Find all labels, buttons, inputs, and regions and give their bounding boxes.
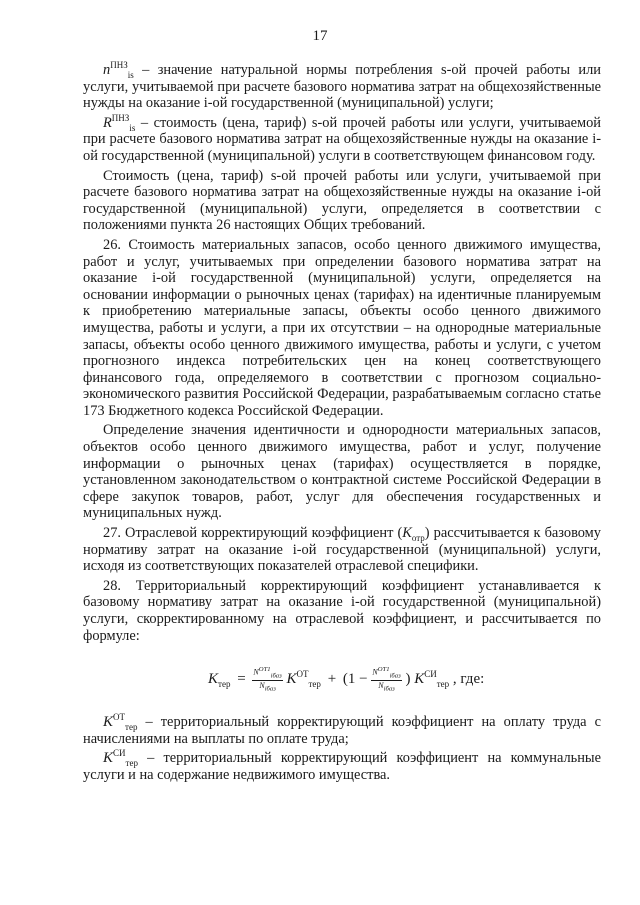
fraction-1-denominator xyxy=(252,681,282,694)
formula-k-si-sub: тер xyxy=(436,679,450,690)
formula-lhs xyxy=(208,671,231,690)
k-ot-symbol xyxy=(103,712,138,733)
k-otr-sub: отр xyxy=(411,532,425,543)
formula-k-ot xyxy=(286,669,321,690)
formula-lhs-base: K xyxy=(208,671,219,688)
n-symbol xyxy=(103,62,134,78)
fraction-2-numerator xyxy=(371,665,401,681)
k-si-sub: тер xyxy=(125,758,138,769)
paragraph-k-ot-definition xyxy=(83,714,601,747)
n-symbol-sub: is xyxy=(127,69,134,80)
n-definition-text: – значение натуральной нормы потребления s-ой прочей работы или услуги, учитываемой при расчете базового норматива затрат на общехозяйственные нужды на оказание i-ой государственной (муниципальной) услуги; xyxy=(83,62,601,112)
formula-fraction-2 xyxy=(371,665,401,694)
fraction-2-denominator xyxy=(371,681,401,694)
formula-plus: + xyxy=(327,671,337,688)
paragraph-26: 26. Стоимость материальных запасов, особо ценного движимого имущества, работ и услуг, учитываемых при определении базового норматива затрат на оказание i-ой государственной (муниципальной) услуги, определяется на основании информации о рыночных ценах (тарифах) на идентичные планируемым к приобретению материальные запасы, объекты особо ценного движимого имущества, работы и услуги, а при их отсутствии – на однородные материальные запасы, объекты особо ценного движимого имущества, работы и услуги, с учетом прогнозного индекса потребительских цен на конец соответствующего финансового года, определяемого в соответствии с прогнозом социально-экономического развития Российской Федерации, разрабатываемым согласно статье 173 Бюджетного кодекса Российской Федерации. xyxy=(83,236,601,419)
p27-text-after: ) рассчитывается к базовому нормативу затрат на оказание i-ой государственной (муниципальной) услуги, исходя из соответствующих показателей отраслевой специфики. xyxy=(83,525,601,575)
formula-k-si-sup: СИ xyxy=(424,669,437,680)
formula-k-ot-base: K xyxy=(286,671,297,688)
formula-k-ot-sub: тер xyxy=(308,679,321,690)
paragraph-28: 28. Территориальный корректирующий коэффициент устанавливается к базовому нормативу затрат на оказание i-ой государственной (муниципальной) услуги, скорректированному на отраслевой коэффициент, и рассчитывается по формуле: xyxy=(83,577,601,644)
formula-k-si-base: K xyxy=(414,671,425,688)
document-body xyxy=(83,62,601,787)
fraction-2-num-base: N xyxy=(372,667,378,677)
paragraph-k-si-definition xyxy=(83,750,601,783)
formula-equals: = xyxy=(237,671,246,688)
k-ot-sup: ОТ xyxy=(113,712,126,723)
formula-expression xyxy=(208,665,484,694)
r-symbol-sup: ПНЗ xyxy=(111,112,130,123)
k-ot-base: K xyxy=(103,714,114,731)
k-si-definition-text: – территориальный корректирующий коэффициент на коммунальные услуги и на содержание недвижимого имущества. xyxy=(83,750,601,783)
r-symbol xyxy=(103,112,136,133)
formula-paren-close: ) xyxy=(405,671,411,688)
formula-paren-open: (1 − xyxy=(342,671,368,688)
fraction-1-den-base: N xyxy=(259,681,265,691)
fraction-2-den-sub: iбаз xyxy=(383,686,395,694)
fraction-1-num-base: N xyxy=(253,667,259,677)
k-otr-symbol xyxy=(402,525,425,541)
r-definition-text: – стоимость (цена, тариф) s-ой прочей работы или услуги, учитываемой при расчете базового норматива затрат на общехозяйственные нужды на оказание i-ой государственной (муниципальной) услуги в соответствующем финансовом году. xyxy=(83,114,601,164)
r-symbol-base: R xyxy=(103,114,112,131)
k-ot-sub: тер xyxy=(125,722,138,733)
paragraph-identity-definition: Определение значения идентичности и однородности материальных запасов, объектов особо ценного движимого имущества, работ и услуг, получение информации о рыночных ценах (тарифах) осуществляется в порядке, установленном законодательством о контрактной системе Российской Федерации в сфере закупок товаров, работ, услуг для обеспечения государственных и муниципальных нужд. xyxy=(83,422,601,522)
k-si-base: K xyxy=(103,750,114,767)
k-otr-base: К xyxy=(402,525,412,542)
p27-text-before: 27. Отраслевой корректирующий коэффициент ( xyxy=(103,525,403,542)
fraction-1-den-sub: iбаз xyxy=(264,686,276,694)
formula-k-si xyxy=(414,669,450,690)
paragraph-27 xyxy=(83,525,601,575)
fraction-1-numerator xyxy=(252,665,282,681)
fraction-1-num-sup: ОТ1 xyxy=(258,666,271,674)
paragraph-cost-determination: Стоимость (цена, тариф) s-ой прочей работы или услуги, учитываемой при расчете базового норматива затрат на общехозяйственные нужды на оказание i-ой государственной (муниципальной) услуги, определяется в соответствии с положениями пункта 26 настоящих Общих требований. xyxy=(83,167,601,234)
fraction-2-den-base: N xyxy=(378,681,384,691)
formula-fraction-1 xyxy=(252,665,282,694)
k-ot-definition-text: – территориальный корректирующий коэффициент на оплату труда с начислениями на выплаты по оплате труда; xyxy=(83,714,601,747)
k-si-symbol xyxy=(103,748,138,769)
r-symbol-sub: is xyxy=(129,122,136,133)
fraction-1-num-sub: iбаз xyxy=(270,672,282,680)
formula-lhs-sub: тер xyxy=(218,679,231,690)
formula-tail: , где: xyxy=(452,671,485,688)
page-number: 17 xyxy=(312,28,328,44)
k-si-sup: СИ xyxy=(113,748,126,759)
n-symbol-sup: ПНЗ xyxy=(110,60,128,71)
fraction-2-num-sup: ОТ1 xyxy=(377,666,390,674)
n-symbol-base: n xyxy=(103,62,111,78)
paragraph-r-definition xyxy=(83,112,601,165)
territorial-coefficient-formula xyxy=(83,659,601,699)
formula-k-ot-sup: ОТ xyxy=(296,669,309,680)
fraction-2-num-sub: iбаз xyxy=(389,672,401,680)
paragraph-n-definition xyxy=(83,62,601,112)
